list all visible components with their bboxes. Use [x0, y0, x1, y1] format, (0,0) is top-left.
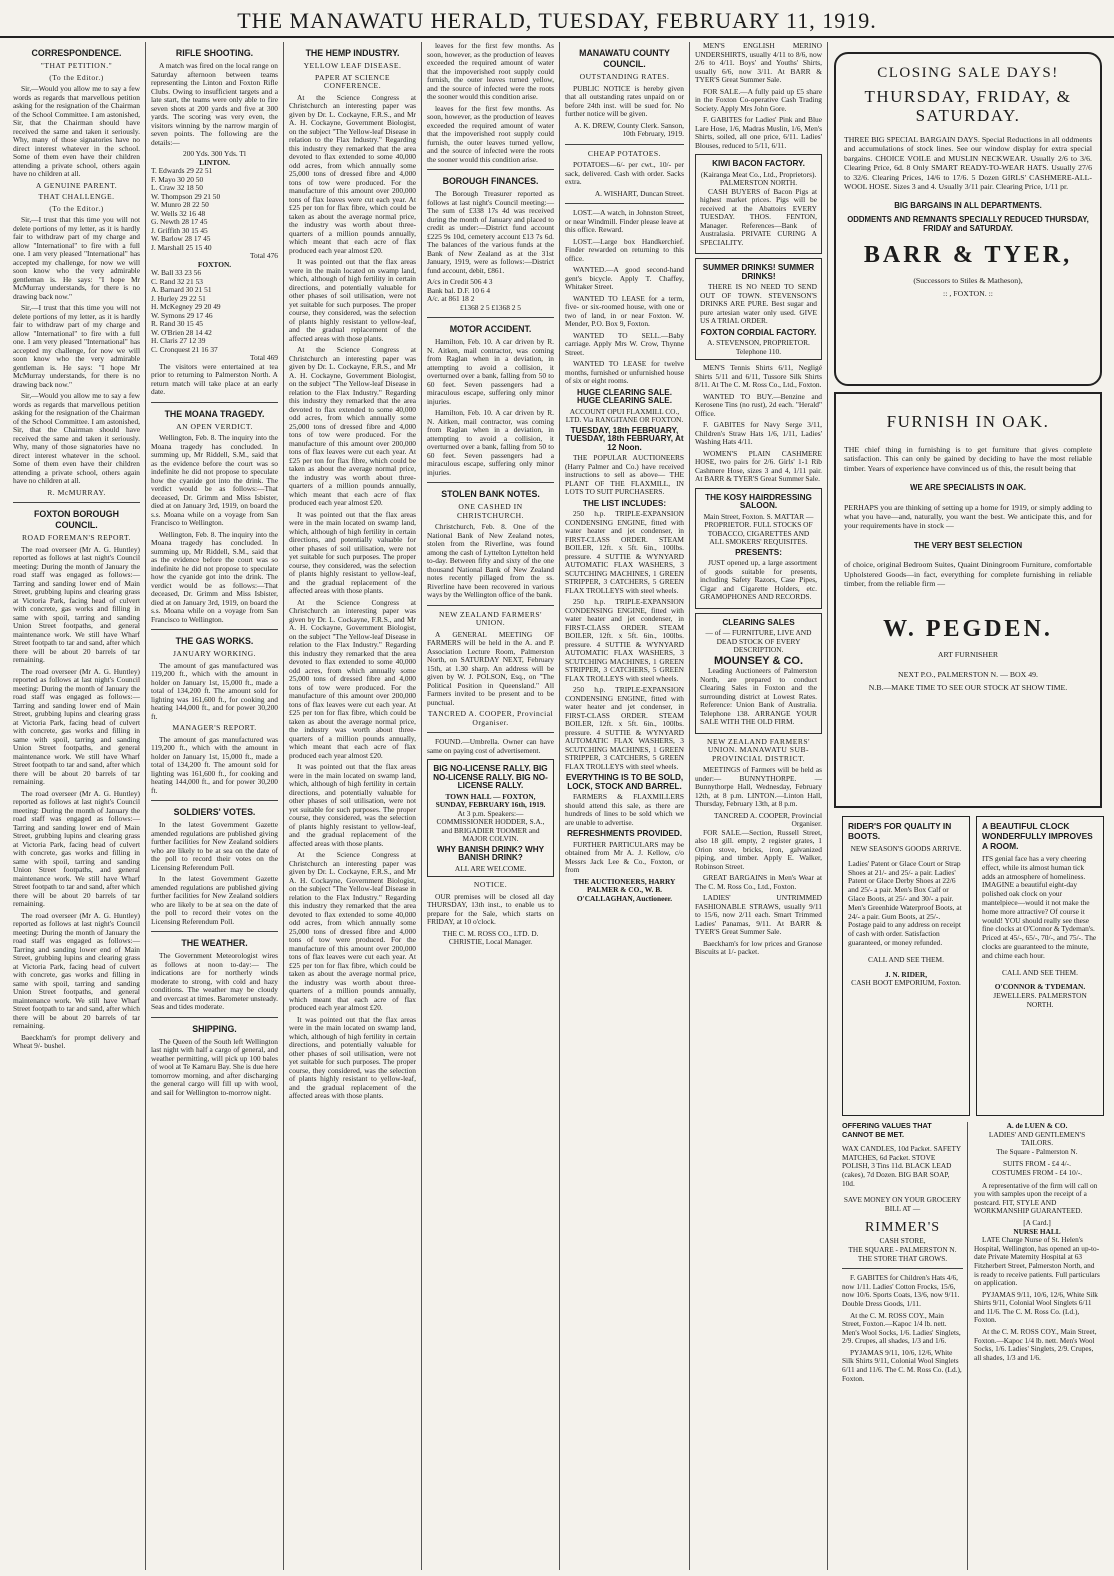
list-heading: THE LIST INCLUDES: [582, 498, 667, 508]
score-table-linton [151, 167, 278, 252]
divider [842, 1268, 963, 1269]
kosy-heading: THE KOSY HAIRDRESSING SALOON. [705, 492, 812, 510]
classified-ad: LADIES' UNTRIMMED FASHIONABLE STRAWS, usually 9/11 to 15/6, now 2/11 each. Smart Trimmed Ladies' Panamas, 9/11. At BARR & TYER'S Great Summer Sale. [695, 893, 822, 936]
kosy-body: Main Street, Foxton. S. MATTAR — PROPRIETOR. FULL STOCKS OF TOBACCO, CIGARETTES AND ALL SMOKERS' REQUISITES. [703, 511, 814, 546]
subheading: ONE CASHED IN CHRISTCHURCH. [456, 502, 525, 520]
kiwi-bacon-ad [695, 154, 822, 254]
score-row: F. Mayo 30 20 50 [151, 174, 204, 184]
sale-list: 250 h.p. TRIPLE-EXPANSION CONDENSING ENGINE, fitted with water heater and jet condenser, in FIRST-CLASS ORDER. STEAM BOILER, 12ft. x 5ft. 6in., 100lbs. pressure. 4 SUTTIE & WYNYARD AUTOMATIC FLAX WASHERS, 3 SCUTCHING MACHINES, 1 GREEN STRIPPER, 3 CATCHERS, 5 GREEN FLAX TROLLEYS with steel wheels. [565, 509, 684, 595]
pegden-nb: N.B.—MAKE TIME TO SEE OUR STOCK AT SHOW TIME. [868, 683, 1068, 693]
article-body: A match was fired on the local range on Saturday afternoon between teams representing the Linton and Foxton Rifle Clubs. Owing to insufficient targets and a late start, the teams were only able to fire seven shots at 200 yards and five at 300 yards. The scoring was very even, the visitors winning by the narrow margin of seven points. The following are the details:— [151, 61, 278, 147]
classified-ad: PYJAMAS 9/11, 10/6, 12/6, White Silk Shirts 9/11, Colonial Wool Singlets 6/11 and 11/6. The C. M. Ross Co. (Ld.), Foxton. [974, 1289, 1098, 1325]
subheading: JANUARY WORKING. [172, 649, 257, 658]
classified-ad: WANTED TO SELL.—Baby carriage. Apply Mrs W. Crow, Thynne Street. [565, 330, 684, 357]
classified-ad: POTATOES—6/- per cwt., 10/- per sack, delivered. Cash with order. Sacks extra. [565, 160, 684, 186]
heading-shipping: SHIPPING. [192, 1023, 237, 1034]
classified-ad: LOST.—Large box Handkerchief. Finder rewarded on returning to this office. [565, 236, 684, 263]
notice-heading: NOTICE. [473, 880, 508, 889]
clock-trade: JEWELLERS. PALMERSTON NORTH. [993, 991, 1087, 1009]
column-borough-finances [422, 42, 560, 1570]
subheading: "THAT PETITION." [40, 61, 113, 70]
divider [565, 203, 684, 204]
divider [151, 931, 278, 932]
barr-tyer-logo: BARR & TYER, [863, 241, 1073, 268]
classified-ad: At the C. M. ROSS COY., Main Street, Foxton.—Kapoc 1/4 lb. nett. Men's Wool Socks, 1/6. Ladies' Singlets, 2/9. Crupes, all shades, 1/3 and 1/6. [842, 1310, 961, 1346]
article-body: The road overseer (Mr A. G. Huntley) reported as follows at last night's Council meeting: During the month of January the road staff was engaged as follows:—Tarring and sanding lower end of Main Street, grubbing lupins and clearing grass at Victoria Park, facing head of culvert with concrete, gas works and filling in same with spoil, tarring and sanding Union Street footpaths, and general maintenance work. We still have Wharf Street footpath to tar and sand, after which there will be about 20 barrels of tar remaining. [13, 788, 140, 908]
mounsey-ad [695, 613, 822, 734]
clock-call: CALL AND SEE THEM. [1002, 967, 1078, 977]
article-body: Wellington, Feb. 8. The inquiry into the Moana tragedy has concluded. In summing up, Mr Riddell, S.M., said that as the evidence before the court was so indefinite he did not propose to speculate how the cyanide got into the drink. The verdict would be as follows:—That deceased, Dr. Grimm and Miss Isbister, died at on January 3rd, 1919, on board the s.s. Moana while on a voyage from San Francisco to Wellington. [151, 529, 278, 624]
deluen-column [974, 1122, 1100, 1570]
column-correspondence [8, 42, 146, 1570]
kosy-ad [695, 488, 822, 609]
furnish-body: of choice, original Bedroom Suites, Quaint Diningroom Furniture, comfortable Upholstered Goods—in fact, everything for complete furnishing in reliable timber, from the reliable firm — [844, 560, 1092, 589]
furnish-body: THE chief thing in furnishing is to get furniture that gives complete satisfaction. This can only be gained by deciding to have the most reliable timber. Years of experience have convinced us of this, the result being that [844, 445, 1092, 473]
score-row: W. Thompson 29 21 50 [151, 191, 221, 201]
pegden-logo: W. PEGDEN. [883, 616, 1053, 643]
drinks-heading: SUMMER DRINKS! SUMMER DRINKS! [702, 263, 815, 281]
score-row: C. Cronquest 21 16 37 [151, 344, 218, 354]
kiwi-heading: KIWI BACON FACTORY. [712, 159, 805, 168]
article-body: Christchurch, Feb. 8. One of the National Bank of New Zealand notes, stolen from the Riverline, was found among the cash of Lyttelton Lyttelton held to-day. Between fifty and sixty of the one thousand National Bank of New Zealand notes recently pillaged from the ss. Riverline have been recovered in various ways by the Wellington office of the bank. [427, 522, 554, 599]
closing-sale-days: THURSDAY, FRIDAY, & SATURDAY. [864, 87, 1072, 125]
divider [427, 732, 554, 733]
score-table-foxton [151, 269, 278, 354]
classified-ad: F. GABITES for Navy Serge 3/11, Children's Straw Hats 1/6, 1/11, Ladies' Washing Hats 4/11. [695, 420, 822, 446]
divider [427, 169, 554, 170]
rimmers-address: THE SQUARE - PALMERSTON N. THE STORE THAT GROWS. [848, 1244, 957, 1263]
clock-ad [976, 816, 1104, 1116]
score-row: L. Craw 32 18 50 [151, 183, 203, 192]
rally-location: TOWN HALL — FOXTON, SUNDAY, FEBRUARY 16th, 1919. [435, 791, 546, 809]
furnish-specialists: WE ARE SPECIALISTS IN OAK. [910, 483, 1026, 493]
letter-signature: A GENUINE PARENT. [35, 180, 118, 190]
masthead: THE MANAWATU HERALD, TUESDAY, FEBRUARY 11, 1919. [0, 8, 1114, 38]
finance-totals: £1368 2 5 £1368 2 5 [460, 302, 521, 312]
heading-borough-finances: BOROUGH FINANCES. [442, 176, 539, 186]
divider [427, 317, 554, 318]
presents-body: JUST opened up, a large assortment of goods suitable for presents, including Safety Razors, Case Pipes, Cigar and Cigarette Holders, etc. GRAMOPHONES AND RECORDS. [700, 558, 817, 601]
classified-ad: LOST.—A watch, in Johnston Street, or near Windmill. Finder please leave at this office. Reward. [565, 208, 684, 234]
score-row: H. McKegney 29 20 49 [151, 302, 221, 311]
classified-ad: F. GABITES for Ladies' Pink and Blue Lare Hose, 1/6, Madras Muslin, 1/6, Men's Shirts, soiled, all one price, 6/11. Ladies' Blouses, reduced to 5/11, 6/11. [695, 115, 822, 150]
column-county-council [560, 42, 690, 1570]
kiwi-body: CASH BUYERS of Bacon Pigs at highest market prices. Pigs will be received at the Abattoirs EVERY TUESDAY. THOS. FENTON, Manager. References—Bank of Australasia. PRIVATE CURING A SPECIALITY. [700, 186, 817, 247]
deluen-body: A representative of the firm will call on you with samples upon the receipt of a postcard. FIT, STYLE AND WORKMANSHIP GUARANTEED. [974, 1180, 1098, 1216]
closing-sale-oddments: ODDMENTS AND REMNANTS SPECIALLY REDUCED THURSDAY, FRIDAY and SATURDAY. [847, 214, 1089, 234]
rimmers-logo: RIMMER'S [864, 1220, 941, 1236]
score-row: T. Edwards 29 22 51 [151, 166, 213, 175]
nzfu-body: MEETINGS of Farmers will be held as under:— BUNNYTHORPE. — Bunnythorpe Hall, Wednesday, February 12th, at 8 p.m. LINTON.—Linton Hall, Thursday, February 13th, at 8 p.m. [695, 765, 822, 808]
article-body: The Government Meteorologist wires as follows at noon to-day:— The indications are for northerly winds moderate to strong, with cold and hazy conditions. The weather may be cloudy and overcast at times. Barometer unsteady. Seas and tides moderate. [151, 951, 278, 1011]
closing-sale-ad [834, 52, 1102, 386]
drinks-body: THERE IS NO NEED TO SEND OUT OF TOWN. STEVENSON'S DRINKS ARE PURE. Best sugar and pure artesian water only used. GIVE US A TRIAL ORDER. [700, 282, 817, 325]
mounsey-firm: MOUNSEY & CO. [713, 654, 804, 667]
team-label: LINTON. [199, 157, 230, 167]
classified-signature: A. WISHART, Duncan Street. [594, 188, 684, 198]
article-body: At the Science Congress at Christchurch an interesting paper was given by Dr. L. Cockayne, F.R.S., and Mr A. H. Cockayne, Government Biologist, on the subject "The Yellow-leaf Disease in relation to the Flax Industry." Regarding this industry they remarked that the area devoted to flax extended to some 40,000 odd acres, from which annually some 25,000 tons of dressed fibre and 4,000 tons of tow were produced. For the manufacture of this amount over 200,000 tons of flax leaves were cut each year. At £25 per ton for flax fibre, which could be taken as about the average normal price, the industry was worth about three-quarters of a million pounds annually, which meant that each acre of flax produced each year almost £20. [289, 850, 416, 1012]
divider [151, 402, 278, 403]
letter-body: Sir,—Would you allow me to say a few words as regards that marvellous petition asking for the resignation of the Chairman of the School Committee. I am astonished, Sir, that the Chairman should have received the same and taken it seriously. Why, many of those signatories have no direct interest whatever in the school. Some of them even have their children attending a private school, others again have no children at all. [13, 391, 140, 485]
article-body: At the Science Congress at Christchurch an interesting paper was given by Dr. L. Cockayne, F.R.S., and Mr A. H. Cockayne, Government Biologist, on the subject "The Yellow-leaf Disease in relation to the Flax Industry." Regarding this industry they remarked that the area devoted to flax extended to some 40,000 odd acres, from which annually some 25,000 tons of dressed fibre and 4,000 tons of tow were produced. For the manufacture of this amount over 200,000 tons of flax leaves were cut each year. At £25 per ton for flax fibre, which could be taken as about the average normal price, the industry was worth about three-quarters of a million pounds annually, which meant that each acre of flax produced each year almost £20. [289, 597, 416, 760]
article-body: It was pointed out that the flax areas were in the main located on swamp land, which, although of high fertility in certain directions, and potentially valuable for other phases of soil utilisation, were not yet suitable for such purposes. The proper course, they considered, was the selection of plants highly resistant to yellow-leaf, and the gradual replacement of the affected areas with those plants. [289, 1014, 416, 1100]
finance-row: Bank bal. D.F. 10 6 4 [427, 285, 491, 295]
finance-row: A/cs in Credit 506 4 3 [427, 277, 493, 286]
divider [427, 605, 554, 606]
article-body: In the latest Government Gazette amended regulations are published giving further facilities for New Zealand soldiers who are likely to be at sea on the date of the poll to record their votes on the Licensing Referendum Poll. [151, 874, 278, 926]
rimmers-store: CASH STORE, [879, 1236, 926, 1246]
deluen-suits: SUITS FROM - £4 4/-. [1003, 1159, 1071, 1169]
classified-ad: GREAT BARGAINS in Men's Wear at The C. M. Ross Co., Ltd., Foxton. [695, 873, 822, 891]
notice-body: A GENERAL MEETING OF FARMERS will be held in the A. and P. Association Lecture Room, Palmerston North, on SATURDAY NEXT, February 15th, at 1.30 sharp. An address will be given by W. J. POLSON, Esq., on "The Political Position in Queensland." All Farmers invited to be present and to be punctual. [427, 629, 554, 707]
nzfu-signature: TANCRED A. COOPER, Provincial Organiser. [713, 810, 822, 828]
classified-ad: WANTED TO LEASE for a term, five- or six-roomed house, with one or two of land, in or near Foxton. W. Mender, P.O. Box 9, Foxton. [565, 293, 684, 328]
article-tail: Baeckham's for prompt delivery and Wheat 9/- bushel. [13, 1032, 140, 1050]
team-total: Total 469 [249, 353, 278, 362]
sale-body: THE POPULAR AUCTIONEERS (Harry Palmer and Co.) have received instructions to sell as above— THE PLANT OF THE FLAXMILL, IN LOTS TO SUIT PURCHASERS. [565, 453, 684, 496]
divider [565, 144, 684, 145]
classified-ad: WANTED TO LEASE for twelve months, furnished or unfurnished house of six or eight rooms. [565, 359, 684, 385]
subheading: MANAGER'S REPORT. [172, 723, 257, 732]
score-row: W. Munro 28 22 50 [151, 200, 209, 209]
riders-boots-ad [842, 816, 970, 1116]
notice-signature: TANCRED A. COOPER, Provincial Organiser. [427, 709, 554, 727]
classified-ad: F. GABITES for Children's Hats 4/6, now 1/11. Ladies' Cotton Frocks, 15/6, now 10/6. Sports Coats, 13/6, now 9/11. Double Dress Goods, 1/11. [842, 1273, 960, 1308]
heading-correspondence: CORRESPONDENCE. [31, 48, 122, 58]
classified-ad: MEN'S ENGLISH MERINO UNDERSHIRTS, usually 4/11 to 8/6, now 2/6 to 4/11. Boys' and Youths' Shirts, usually 6/6, now 3/11. At BARR & TYER'S Great Summer Sale. [695, 42, 822, 84]
article-body: Hamilton, Feb. 10. A car driven by R. N. Aitken, mail contractor, was coming from Raglan when in a deviation, in attempting to avoid a collision, it overturned over a bank, falling from 50 to 60 feet. Seven passengers had a miraculous escape, suffering only minor injuries. [427, 337, 554, 406]
score-row: J. Griffith 30 15 45 [151, 225, 208, 235]
deluen-costumes: COSTUMES FROM - £4 10/-. [991, 1167, 1083, 1177]
subheading: AN OPEN VERDICT. [176, 421, 253, 431]
riders-sub: NEW SEASON'S GOODS ARRIVE. [850, 844, 962, 853]
closing-sale-bargains: BIG BARGAINS IN ALL DEPARTMENTS. [894, 201, 1042, 211]
score-row: W. Symons 29 17 46 [151, 310, 213, 320]
article-body: At the Science Congress at Christchurch an interesting paper was given by Dr. L. Cockayne, F.R.S., and Mr A. H. Cockayne, Government Biologist, on the subject "The Yellow-leaf Disease in relation to the Flax Industry." Regarding this industry they remarked that the area devoted to flax extended to some 40,000 odd acres, from which annually some 25,000 tons of dressed fibre and 4,000 tons of tow were produced. For the manufacture of this amount over 200,000 tons of flax leaves were cut each year. At £25 per ton for flax fibre, which could be taken as about the average normal price, the industry was worth about three-quarters of a million pounds annually, which meant that each acre of flax produced each year almost £20. [289, 92, 416, 255]
subheading: NEW ZEALAND FARMERS' UNION. [438, 609, 543, 627]
heading-hemp-industry: THE HEMP INDUSTRY. [305, 48, 400, 58]
classified-ad: FOR SALE.—Section, Russell Street, also 18 gill. empty, 2 register grates, 1 Orion stove, bricks, iron, galvanized piping, and timber. Apply E. Walker, Robinson Street. [695, 827, 822, 871]
heading-soldiers-votes: SOLDIERS' VOTES. [173, 807, 256, 817]
letter-body: Sir,—I trust that this time you will not delete portions of my letter, as it is hardly fair to withdraw part of my charge and allow "International" to fire with a full one. I am very pleased "International" has accepted my challenge, for now we will soon know who the very admirable gentleman is. He says: "I hope Mr McMurray understands, for there is no drawing back now." [13, 303, 140, 389]
article-body: The visitors were entertained at tea prior to returning to Palmerston North. A return match will take place at an early date. [151, 361, 278, 396]
article-body: The Queen of the South left Wellington last night with half a cargo of general, and weather permitting, will pick up 100 bales of wool at Te Kamaru Bay. She is due here tomorrow morning, and after discharging the general cargo will fill up with wool, and sail for Wellington to-morrow night. [151, 1036, 278, 1097]
clearing-heading: CLEARING SALES [722, 617, 795, 627]
nurse-body: LATE Charge Nurse of St. Helen's Hospital, Wellington, has opened an up-to-date Private Maternity Hospital at 63 Fitzherbert Street, Palmerston North, and is ready to receive patients. Full particulars on application. [974, 1235, 1100, 1288]
column-rifle-shooting [146, 42, 284, 1570]
pegden-trade: ART FURNISHER [937, 650, 999, 660]
classified-ad: WOMEN'S PLAIN CASHMERE HOSE, two pairs for 2/6. Girls' 1-1 Rib Cashmere Hose, sizes 3 and 4, 1/11 pair. At BARR & TYER'S Great Summer Sale. [695, 448, 822, 483]
article-body: Wellington, Feb. 8. The inquiry into the Moana tragedy has concluded. In summing up, Mr Riddell, S.M., said that as the evidence before the court was so indefinite he did not propose to speculate how the cyanide got into the drink. The verdict would be as follows:—That deceased, Dr. Grimm and Miss Isbister, died at on January 3rd, 1919, on board the s.s. Moana while on a voyage from San Francisco to Wellington. [151, 433, 278, 527]
score-row: W. Ball 33 23 56 [151, 268, 202, 277]
article-body: In the latest Government Gazette amended regulations are published giving further facilities for New Zealand soldiers who are likely to be at sea on the date of the poll to record their votes on the Licensing Referendum Poll. [151, 820, 278, 872]
article-body: The amount of gas manufactured was 119,200 ft., which with the amount in holder on January 1st, 15,000 ft., made a total of 134,200 ft. The amount sold for lighting was 161,600 ft., for cooking and heating 144,000 ft., and for power 30,200 ft. [151, 734, 278, 795]
article-body: Hamilton, Feb. 10. A car driven by R. N. Aitken, mail contractor, was coming from Raglan when in a deviation, in attempting to avoid a collision, it overturned over a bank, falling from 50 to 60 feet. Seven passengers had a miraculous escape, suffering only minor injuries. [427, 408, 554, 477]
rimmers-column [842, 1122, 968, 1570]
sale-subheading: ACCOUNT OPUI FLAXMILL CO., LTD. Via RANGITANE OR FOXTON. [565, 406, 684, 424]
score-row: W. Barlow 28 17 45 [151, 234, 211, 243]
article-body: leaves for the first few months. As soon, however, as the production of leaves exceeded the required amount of water that the impoverished root supply could furnish, the outer leaves turned yellow, and the source of infected were the roots the sooner would this condition arise. [427, 42, 554, 101]
subheading: OUTSTANDING RATES. [579, 72, 670, 81]
barr-tyer-successors: (Successors to Stiles & Matheson), [913, 275, 1023, 285]
cordial-heading: FOXTON CORDIAL FACTORY. [700, 327, 817, 337]
article-body: It was pointed out that the flax areas were in the main located on swamp land, which, although of high fertility in certain directions, and potentially valuable for other phases of soil utilisation, were not yet suitable for such purposes. The proper course, they considered, was the selection of plants highly resistant to yellow-leaf, and the gradual replacement of the affected areas with those plants. [289, 509, 416, 595]
subheading: THAT CHALLENGE. [38, 192, 115, 201]
classified-ad: FOR SALE.—A fully paid up £5 share in the Foxton Co-operative Cash Trading Society. Apply Mrs John Gore. [695, 86, 822, 113]
classified-ad: Baeckham's for low prices and Granose Biscuits at 1/- packet. [695, 938, 822, 956]
rally-question: WHY BANISH DRINK? WHY BANISH DRINK? [436, 844, 545, 862]
heading-stolen-bank-notes: STOLEN BANK NOTES. [441, 489, 540, 499]
sale-body: FARMERS & FLAXMILLERS should attend this sale, as there are hundreds of lines to be sold which we are unable to advertise. [565, 792, 684, 827]
score-row: H. Claris 27 12 39 [151, 336, 206, 345]
riders-store: CASH BOOT EMPORIUM, Foxton. [851, 978, 961, 988]
offering-save: SAVE MONEY ON YOUR GROCERY BILL AT — [843, 1195, 962, 1213]
to-editor: (To the Editor.) [49, 203, 104, 213]
column-hemp-industry [284, 42, 422, 1570]
heading-weather: THE WEATHER. [181, 938, 248, 948]
mounsey-body: Leading Auctioneers of Palmerston North, are prepared to conduct Clearing Sales in Foxton and the surrounding district at Lowest Rates. Reference: Union Bank of Australia. Telephone 138. ARRANGE YOUR SALE WITH THE OLD FIRM. [700, 666, 817, 726]
subheading: PAPER AT SCIENCE CONFERENCE. [314, 72, 391, 90]
barr-tyer-town: :: , FOXTON. :: [943, 289, 993, 299]
closing-sale-body: THREE BIG SPECIAL BARGAIN DAYS. Special Reductions in all oddments and accumulations of stock lines. See our window display for extra special bargains. CHOICE VOILE and MUSLIN NECKWEAR. Usually 2/6 to 3/6. Clearing Price, 6d. 8 Only SMART READY-TO-WEAR HATS. Usually 27/6 to 32/6. Clearing Prices, 14/6 to 17/6. 5 Dozen GIRLS' CASHMERE-ALL-WOOL HOSE. Sizes 3 and 4. Usually 3/11 pair. Clearing Price, 1/11 pr. [844, 135, 1092, 192]
rally-welcome: ALL ARE WELCOME. [454, 863, 527, 873]
article-body: leaves for the first few months. As soon, however, as the production of leaves exceeded the required amount of water that the impoverished root supply could furnish, the outer leaves turned yellow, and the source of infected were the roots the sooner would this condition arise. [427, 103, 554, 164]
article-body: The road overseer (Mr A. G. Huntley) reported as follows at last night's Council meeting: During the month of January the road staff was engaged as follows:—Tarring and sanding lower end of Main Street, grubbing lupins and clearing grass at Victoria Park, facing head of culvert with concrete, gas works and filling in same with spoil, tarring and sanding Union Street footpaths, and general maintenance work. We still have Wharf Street footpath to tar and sand, after which there will be about 20 barrels of tar remaining. [13, 666, 140, 786]
subheading: ROAD FOREMAN'S REPORT. [21, 533, 132, 542]
heading-gas-works: THE GAS WORKS. [175, 636, 254, 646]
furnish-body: PERHAPS you are thinking of setting up a home for 1919, or simply adding to what you have—and, naturally, you want the best. We anticipate this, and for your requirements have in stock — [844, 502, 1092, 531]
to-editor: (To the Editor.) [49, 72, 104, 82]
riders-body: Ladies' Patent or Glace Court or Strap Shoes at 21/- and 25/- a pair. Ladies' Patent or Glace Derby Shoes at 22/6 and 25/- a pair. Men's Box Calf or Glace Boots, at 25/- and 30/- a pair. Men's Greenhide Waterproof Boots, at 24/- a pair. Gum Boots, at 25/-. Postage paid to any address on receipt of cash with order. Satisfaction guaranteed, or money refunded. [848, 858, 962, 947]
notice-signature: A. K. DREW, County Clerk. Sanson, 10th February, 1919. [574, 120, 684, 138]
article-body: It was pointed out that the flax areas were in the main located on swamp land, which, although of high fertility in certain directions, and potentially valuable for other phases of soil utilisation, were not yet suitable for such purposes. The proper course, they considered, was the selection of plants highly resistant to yellow-leaf, and the gradual replacement of the affected areas with those plants. [289, 762, 416, 848]
sale-heading: HUGE CLEARING SALE. HUGE CLEARING SALE. [576, 387, 673, 405]
score-row: G. Newth 28 17 45 [151, 217, 208, 226]
score-row: J. Marshall 25 15 40 [151, 242, 212, 252]
summer-drinks-ad [695, 258, 822, 360]
clock-title: A BEAUTIFUL CLOCK WONDERFULLY IMPROVES A ROOM. [982, 821, 1093, 851]
clock-firm: O'CONNOR & TYDEMAN. [994, 982, 1086, 992]
score-row: W. O'Brien 28 14 42 [151, 327, 212, 337]
team-label: FOXTON. [197, 259, 232, 269]
subheading: YELLOW LEAF DISEASE. [303, 61, 402, 70]
classified-ad: PYJAMAS 9/11, 10/6, 12/6, White Silk Shirts 9/11, Colonial Wool Singlets 6/11 and 11/6. The C. M. Ross Co. (Ld.), Foxton. [842, 1347, 962, 1383]
heading-county-council: MANAWATU COUNTY COUNCIL. [579, 48, 670, 69]
finance-row: A/c. at 861 18 2 [427, 294, 475, 303]
divider [151, 1017, 278, 1018]
letter-body: Sir,—Would you allow me to say a few words as regards that marvellous petition asking for the resignation of the Chairman of the School Committee. I am astonished, Sir, that the Chairman should have received the same and taken it seriously. Why, many of those signatories have no direct interest whatever in the school. Some of them even have their children attending a private school, others again have no children at all. [13, 84, 140, 178]
score-row: R. Rand 30 15 45 [151, 319, 203, 328]
furnish-title: FURNISH IN OAK. [886, 412, 1050, 431]
card-label: [A Card.] [1023, 1217, 1051, 1227]
riders-call: CALL AND SEE THEM. [868, 954, 944, 964]
column-advertisements [690, 42, 828, 1570]
sale-list: 250 h.p. TRIPLE-EXPANSION CONDENSING ENGINE, fitted with water heater and jet condenser, in FIRST-CLASS ORDER. STEAM BOILER, 12ft. x 5ft. 6in., 100lbs. pressure. 4 SUTTIE & WYNYARD AUTOMATIC FLAX WASHERS, 3 SCUTCHING MACHINES, 1 GREEN STRIPPER, 3 CATCHERS, 5 GREEN FLAX TROLLEYS with steel wheels. [565, 597, 684, 683]
notice-body: OUR premises will be closed all day THURSDAY, 13th inst., to enable us to prepare for the Sale, which starts on FRIDAY, at 10 o'clock. [427, 891, 554, 926]
cordial-body: A. STEVENSON, PROPRIETOR. Telephone 110. [707, 338, 810, 356]
deluen-address: The Square - Palmerston N. [996, 1146, 1078, 1156]
article-body: The road overseer (Mr A. G. Huntley) reported as follows at last night's Council meeting: During the month of January the road staff was engaged as follows:—Tarring and sanding lower end of Main Street, grubbing lupins and clearing grass at Victoria Park, facing head of culvert with concrete, gas works and filling in same with spoil, tarring and sanding Union Street footpaths, and general maintenance work. We still have Wharf Street footpath to tar and sand, after which there will be about 20 barrels of tar remaining. [13, 544, 140, 664]
score-row: A. Barnard 30 21 51 [151, 285, 212, 294]
classified-ad: MEN'S Tennis Shirts 6/11, Negligé Shirts 5/11 and 6/11, Tussore Silk Shirts 8/11. At The C. M. Ross Co., Ltd., Foxton. [695, 363, 822, 389]
classified-ad: WANTED.—A good second-hand gent's bicycle. Apply T. Chaffey, Whitaker Street. [565, 265, 684, 291]
rally-ad [427, 759, 554, 877]
furnish-best: THE VERY BEST SELECTION [913, 540, 1023, 550]
kiwi-sub: (Kairanga Meat Co., Ltd., Proprietors). PALMERSTON NORTH. [700, 169, 817, 187]
heading-motor-accident: MOTOR ACCIDENT. [449, 324, 532, 334]
score-row: W. Wells 32 16 48 [151, 208, 206, 218]
notice-signature: THE C. M. ROSS CO., LTD. D. CHRISTIE, Local Manager. [442, 928, 539, 946]
letter-signature: R. McMURRAY. [47, 487, 106, 497]
found-notice: FOUND.—Umbrella. Owner can have same on paying cost of advertisement. [427, 737, 554, 755]
team-total: Total 476 [249, 251, 278, 260]
closing-sale-title: CLOSING SALE DAYS! [877, 65, 1059, 81]
score-table-header: 200 Yds. 300 Yds. Tl [183, 149, 246, 158]
auctioneers: THE AUCTIONEERS, HARRY PALMER & CO., W. B. O'CALLAGHAN, Auctioneer. [573, 876, 676, 903]
divider [427, 482, 554, 483]
article-body: It was pointed out that the flax areas were in the main located on swamp land, which, although of high fertility in certain directions, and potentially valuable for other phases of soil utilisation, were not yet suitable for such purposes. The proper course, they considered, was the selection of plants highly resistant to yellow-leaf, and the gradual replacement of the affected areas with those plants. [289, 257, 416, 343]
rally-speakers: At 3 p.m. Speakers:— COMMISSIONER HODDER, S.A., and BRIGADIER TOOMER and MAJOR COLVIN. [436, 808, 545, 843]
sale-everything: EVERYTHING IS TO BE SOLD, LOCK, STOCK AND BARREL. [565, 773, 684, 791]
score-row: C. Rand 32 21 53 [151, 276, 203, 286]
riders-title: RIDER'S FOR QUALITY IN BOOTS. [848, 821, 952, 841]
riders-name: J. N. RIDER, [884, 969, 928, 979]
score-row: J. Hurley 29 22 51 [151, 293, 206, 303]
deluen-firm: A. de LUEN & CO. [1006, 1122, 1068, 1130]
divider [151, 629, 278, 630]
refreshments: REFRESHMENTS PROVIDED. [566, 829, 683, 838]
offering-body: WAX CANDLES, 10d Packet. SAFETY MATCHES, 6d Packet. STOVE POLISH, 3 Tins 11d. BLACK LEAD (cakes), 7d Dozen. BIG BAR SOAP, 10d. [842, 1144, 961, 1188]
heading-borough-council: FOXTON BOROUGH COUNCIL. [34, 509, 119, 530]
classified-ad: WANTED TO BUY.—Benzine and Kerosene Tins (no rust), 2d each. "Herald" Office. [695, 391, 822, 418]
finance-table [427, 278, 554, 304]
divider [13, 502, 140, 503]
article-body: At the Science Congress at Christchurch an interesting paper was given by Dr. L. Cockayne, F.R.S., and Mr A. H. Cockayne, Government Biologist, on the subject "The Yellow-leaf Disease in relation to the Flax Industry." Regarding this industry they remarked that the area devoted to flax extended to some 40,000 odd acres, from which annually some 25,000 tons of dressed fibre and 4,000 tons of tow were produced. For the manufacture of this amount over 200,000 tons of flax leaves were cut each year. At £25 per ton for flax fibre, which could be taken as about the average normal price, the industry was worth about three-quarters of a million pounds annually, which meant that each acre of flax produced each year almost £20. [289, 345, 416, 507]
article-body: The road overseer (Mr A. G. Huntley) reported as follows at last night's Council meeting: During the month of January the road staff was engaged as follows:—Tarring and sanding lower end of Main Street, grubbing lupins and clearing grass at Victoria Park, facing head of culvert with concrete, gas works and filling in same with spoil, tarring and sanding Union Street footpaths, and general maintenance work. We still have Wharf Street footpath to tar and sand, after which there will be about 20 barrels of tar remaining. [13, 910, 140, 1030]
letter-body: Sir,—I trust that this time you will not delete portions of my letter, as it is hardly fair to withdraw part of my charge and allow "International" to fire with a full one. I am very pleased "International" has accepted my challenge, for now we will soon know who the very admirable gentleman is. He says: "I hope Mr McMurray understands, for there is no drawing back now." [13, 215, 140, 301]
divider [151, 800, 278, 801]
article-body: The Borough Treasurer reported as follows at last night's Council meeting:— The sum of £338 17s 4d was received during the month of January and placed to credit as under:—District fund account £225 9s 10d, cemetery account £13 7s 6d. The balances of the various funds at the Bank of New Zealand as at the 31st January, 1919, were as follows:—District fund account, debit, £861. [427, 189, 554, 275]
sale-date: TUESDAY, 18th FEBRUARY, TUESDAY, 18th FEBRUARY, At 12 Noon. [565, 425, 684, 452]
notice-body: PUBLIC NOTICE is hereby given that all outstanding rates unpaid on or before 24th inst. will be sued for. No further notice will be given. [565, 83, 684, 118]
nzfu-heading: NEW ZEALAND FARMERS' UNION. MANAWATU SUB-PROVINCIAL DISTRICT. [706, 736, 811, 763]
pegden-address: NEXT P.O., PALMERSTON N. — BOX 49. [897, 669, 1038, 679]
rally-heading: BIG NO-LICENSE RALLY. BIG NO-LICENSE RALLY. BIG NO-LICENSE RALLY. [433, 764, 548, 790]
presents-heading: PRESENTS: [735, 547, 782, 557]
clock-body: ITS genial face has a very cheering effect, while its almost human tick adds an atmosphere of homeliness. IMAGINE a beautiful eight-day polished oak clock on your mantelpiece—would it not make the home more attractive? Of course it would! YOU should really see these fine clocks at O'Connor & Tydeman's. Priced at 45/-, 65/-, 70/-, and 75/-. The clocks are guaranteed to the minute, and chime each hour. [982, 854, 1097, 960]
heading-moana-tragedy: THE MOANA TRAGEDY. [164, 408, 265, 419]
article-body: The amount of gas manufactured was 119,200 ft., which with the amount in holder on January 1st, 15,000 ft., made a total of 134,200 ft. The amount sold for lighting was 161,600 ft., for cooking and heating 144,000 ft., and for power 30,200 ft. [151, 660, 278, 721]
sale-list: 250 h.p. TRIPLE-EXPANSION CONDENSING ENGINE, fitted with water heater and jet condenser, in FIRST-CLASS ORDER. STEAM BOILER, 12ft. x 5ft. 6in., 100lbs. pressure. 4 SUTTIE & WYNYARD AUTOMATIC FLAX WASHERS, 3 SCUTCHING MACHINES, 1 GREEN STRIPPER, 3 CATCHERS, 5 GREEN FLAX TROLLEYS with steel wheels. [565, 685, 684, 771]
subheading: CHEAP POTATOES. [587, 148, 662, 158]
deluen-trade: LADIES' AND GENTLEMEN'S TAILORS. [988, 1129, 1086, 1148]
nurse-heading: NURSE HALL [1013, 1226, 1061, 1236]
furnish-in-oak-ad [834, 392, 1102, 808]
clearing-sub: — of — FURNITURE, LIVE AND DEAD STOCK OF EVERY DESCRIPTION. [705, 628, 812, 654]
heading-rifle-shooting: RIFLE SHOOTING. [175, 48, 254, 58]
lower-right-ads [842, 1122, 1104, 1570]
sale-body: FURTHER PARTICULARS may be obtained from Mr A. J. Kellow, c/o Messrs Jack Lee & Co., Foxton, or from [565, 839, 684, 874]
classified-ad: At the C. M. ROSS COY., Main Street, Foxton.—Kapoc 1/4 lb. nett. Men's Wool Socks, 1/6. Ladies' Singlets, 2/9. Crupes, all shades, 1/3 and 1/6. [974, 1327, 1097, 1362]
offering-title: OFFERING VALUES THAT CANNOT BE MET. [842, 1122, 932, 1139]
